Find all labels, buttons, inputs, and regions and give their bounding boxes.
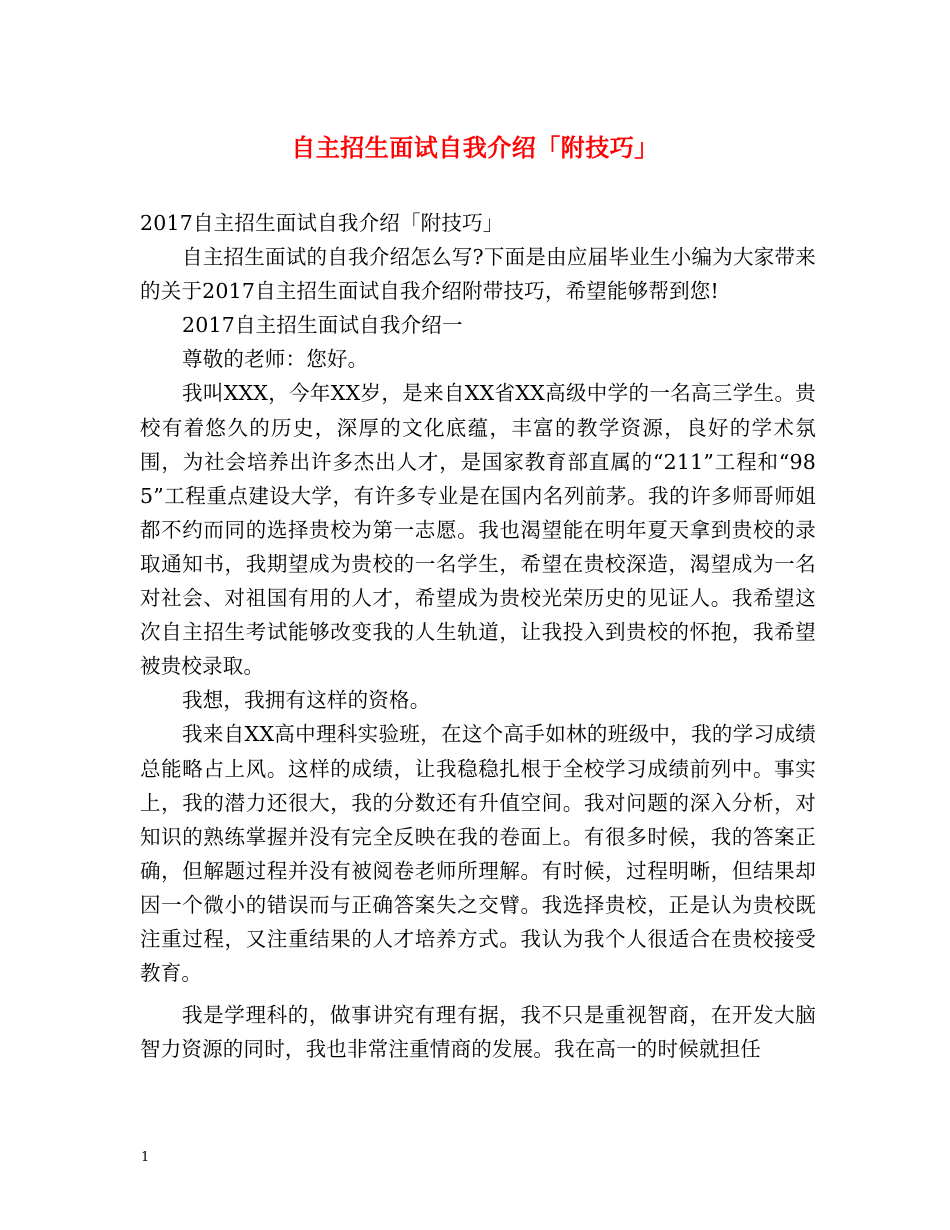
paragraph-greeting: 尊敬的老师：您好。 — [182, 347, 369, 372]
paragraph-section-heading: 2017自主招生面试自我介绍一 — [182, 313, 463, 338]
page-number: 1 — [141, 1150, 150, 1165]
paragraph-personality: 我是学理科的，做事讲究有理有据，我不只是重视智商，在开发大脑智力资源的同时，我也非常注重情商的发展。我在高一的时候就担任 — [140, 1003, 816, 1062]
paragraph-subtitle: 2017自主招生面试自我介绍「附技巧」 — [140, 211, 504, 235]
paragraph-self-intro: 我叫XXX，今年XX岁，是来自XX省XX高级中学的一名高三学生。贵校有着悠久的历史，深厚的文化底蕴，丰富的教学资源，良好的学术氛围，为社会培养出许多杰出人才，是国家教育部直属的“211”工程和“985”工程重点建设大学，有许多专业是在国内名列前茅。我的许多师哥师姐都不约而同的选择贵校为第一志愿。我也渴望能在明年夏天拿到贵校的录取通知书，我期望成为贵校的一名学生，希望在贵校深造，渴望成为一名对社会、对祖国有用的人才，希望成为贵校光荣历史的见证人。我希望这次自主招生考试能够改变我的人生轨道，让我投入到贵校的怀抱，我希望被贵校录取。 — [140, 381, 816, 679]
paragraph-qualification: 我想，我拥有这样的资格。 — [182, 688, 431, 713]
paragraph-intro: 自主招生面试的自我介绍怎么写?下面是由应届毕业生小编为大家带来的关于2017自主招生面试自我介绍附带技巧，希望能够帮到您! — [140, 245, 816, 304]
document-body — [140, 206, 816, 1066]
paragraph-academics: 我来自XX高中理科实验班，在这个高手如林的班级中，我的学习成绩总能略占上风。这样的成绩，让我稳稳扎根于全校学习成绩前列中。事实上，我的潜力还很大，我的分数还有升值空间。我对问题的深入分析，对知识的熟练掌握并没有完全反映在我的卷面上。有很多时候，我的答案正确，但解题过程并没有被阅卷老师所理解。有时候，过程明晰，但结果却因一个微小的错误而与正确答案失之交臂。我选择贵校，正是认为贵校既注重过程，又注重结果的人才培养方式。我认为我个人很适合在贵校接受教育。 — [140, 722, 816, 986]
document-title: 自主招生面试自我介绍「附技巧」 — [291, 133, 659, 162]
